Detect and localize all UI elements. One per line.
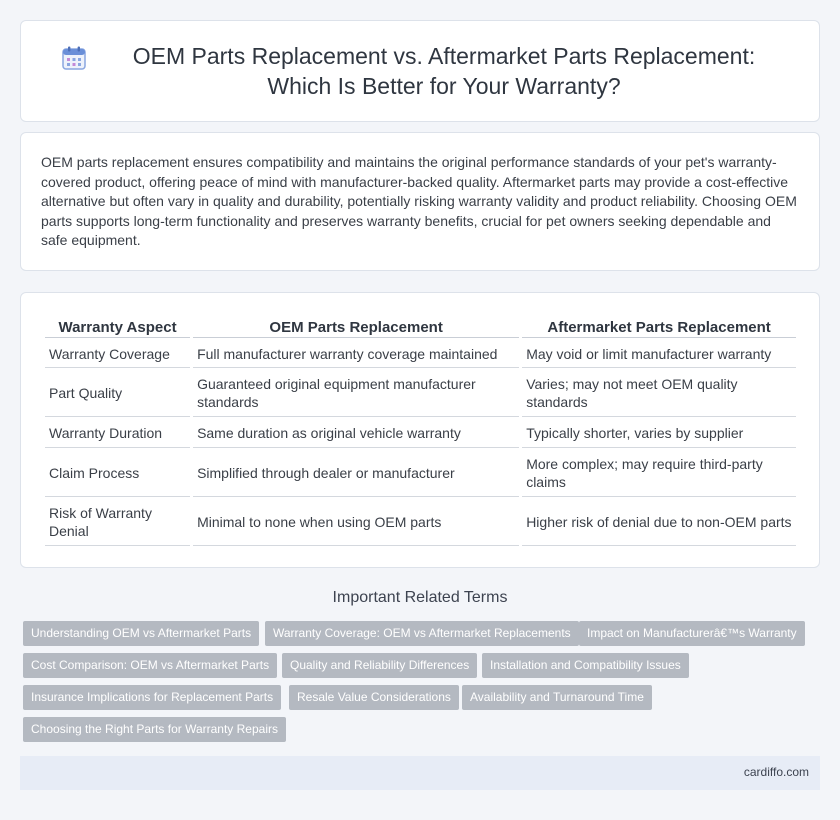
related-terms-heading: Important Related Terms [332, 589, 508, 606]
table-row [45, 497, 796, 546]
aspect-cell: Warranty Duration [45, 417, 190, 448]
table-row [45, 338, 796, 368]
related-tag[interactable]: Installation and Compatibility Issues [482, 653, 689, 678]
aftermarket-cell: More complex; may require third-party claims [522, 448, 796, 497]
related-tag[interactable]: Resale Value Considerations [289, 685, 459, 710]
related-tag[interactable]: Understanding OEM vs Aftermarket Parts [23, 621, 259, 646]
aspect-cell: Warranty Coverage [45, 338, 190, 368]
comparison-table-card [20, 292, 820, 568]
page-title: OEM Parts Replacement vs. Aftermarket Parts Replacement: Which Is Better for Your Warranty? [132, 43, 756, 99]
related-tag[interactable]: Cost Comparison: OEM vs Aftermarket Parts [23, 653, 277, 678]
related-tag[interactable]: Insurance Implications for Replacement Parts [23, 685, 281, 710]
related-tag[interactable]: Choosing the Right Parts for Warranty Repairs [23, 717, 286, 742]
oem-cell: Same duration as original vehicle warranty [193, 417, 519, 448]
footer [20, 756, 820, 790]
site-link[interactable]: cardiffo.com [743, 765, 809, 779]
header-warranty-aspect: Warranty Aspect [45, 315, 190, 338]
table-header-row [45, 315, 796, 338]
aspect-cell: Risk of Warranty Denial [45, 497, 190, 546]
aspect-cell: Claim Process [45, 448, 190, 497]
header-aftermarket: Aftermarket Parts Replacement [522, 315, 796, 338]
table-row [45, 417, 796, 448]
aspect-cell: Part Quality [45, 368, 190, 417]
related-tag[interactable]: Warranty Coverage: OEM vs Aftermarket Replacements [265, 621, 579, 646]
title-card [20, 20, 820, 122]
aftermarket-cell: Typically shorter, varies by supplier [522, 417, 796, 448]
related-tag[interactable]: Availability and Turnaround Time [462, 685, 652, 710]
summary-card [20, 132, 820, 271]
comparison-table [42, 315, 799, 546]
calendar-icon [61, 45, 87, 71]
related-tag[interactable]: Impact on Manufacturerâ€™s Warranty [579, 621, 805, 646]
aftermarket-cell: Varies; may not meet OEM quality standards [522, 368, 796, 417]
summary-text: OEM parts replacement ensures compatibility and maintains the original performance standards of your pet's warranty-covered product, offering peace of mind with manufacturer-backed quality. Aftermarket parts may provide a cost-effective alternative but often vary in quality and durability, potentially risking warranty validity and product reliability. Choosing OEM parts supports long-term functionality and preserves warranty benefits, crucial for pet owners seeking dependable and safe equipment. [41, 154, 797, 248]
table-row [45, 448, 796, 497]
related-tag[interactable]: Quality and Reliability Differences [282, 653, 477, 678]
oem-cell: Full manufacturer warranty coverage maintained [193, 338, 519, 368]
aftermarket-cell: May void or limit manufacturer warranty [522, 338, 796, 368]
oem-cell: Minimal to none when using OEM parts [193, 497, 519, 546]
oem-cell: Simplified through dealer or manufacturer [193, 448, 519, 497]
header-oem: OEM Parts Replacement [193, 315, 519, 338]
oem-cell: Guaranteed original equipment manufacturer standards [193, 368, 519, 417]
aftermarket-cell: Higher risk of denial due to non-OEM parts [522, 497, 796, 546]
table-row [45, 368, 796, 417]
